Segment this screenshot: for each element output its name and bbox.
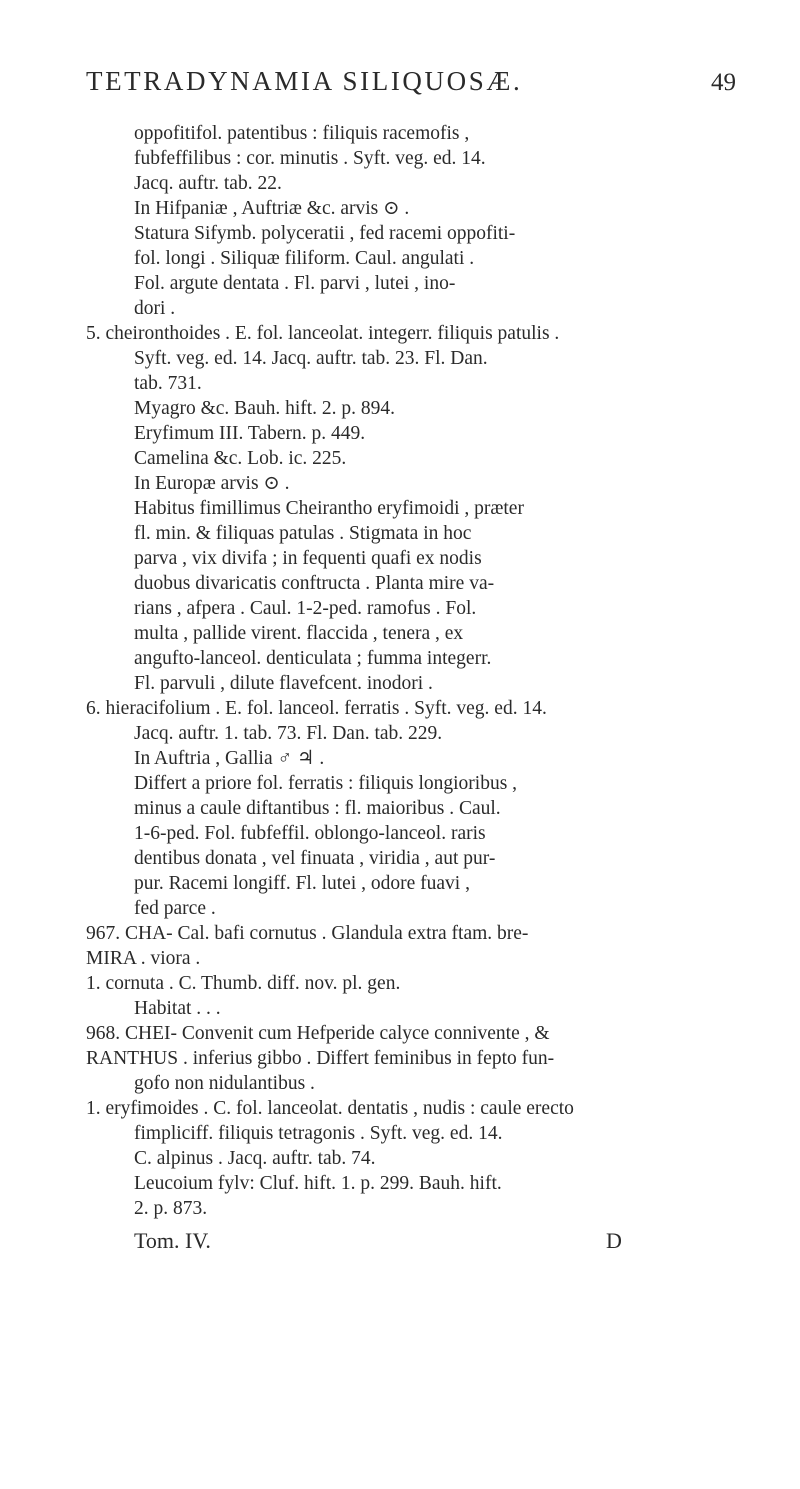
text-line: dori . xyxy=(134,298,176,319)
text-line: angufto-lanceol. denticulata ; fumma integerr. xyxy=(134,648,492,669)
text-line: tab. 731. xyxy=(134,373,202,394)
text-line: 968. CHEI- Convenit cum Hefperide calyce connivente , & xyxy=(86,1023,550,1044)
text-line: Camelina &c. Lob. ic. 225. xyxy=(134,448,347,469)
text-line: 1. eryfimoides . C. fol. lanceolat. dentatis , nudis : caule erecto xyxy=(86,1098,574,1119)
text-line: Fol. argute dentata . Fl. parvi , lutei , ino- xyxy=(134,273,456,294)
running-header xyxy=(86,66,736,102)
signature-mark: D xyxy=(606,1228,622,1253)
text-line: Syft. veg. ed. 14. Jacq. auftr. tab. 23. Fl. Dan. xyxy=(134,348,488,369)
text-line: In Hifpaniæ , Auftriæ &c. arvis ⊙ . xyxy=(134,198,410,219)
text-line: Myagro &c. Bauh. hift. 2. p. 894. xyxy=(134,398,396,419)
text-line: 967. CHA- Cal. bafi cornutus . Glandula extra ftam. bre- xyxy=(86,923,529,944)
text-line: Habitat . . . xyxy=(134,998,221,1019)
running-title: TETRADYNAMIA SILIQUOSÆ. xyxy=(86,66,523,96)
text-line: rians , afpera . Caul. 1-2-ped. ramofus . Fol. xyxy=(134,598,477,619)
text-line: 6. hieracifolium . E. fol. lanceol. ferratis . Syft. veg. ed. 14. xyxy=(86,698,547,719)
text-line: MIRA . viora . xyxy=(86,948,201,969)
text-line: fol. longi . Siliquæ filiform. Caul. angulati . xyxy=(134,248,475,269)
text-line: oppofitifol. patentibus : filiquis racemofis , xyxy=(134,123,470,144)
text-line: 2. p. 873. xyxy=(134,1198,208,1219)
text-line: Statura Sifymb. polyceratii , fed racemi oppofiti- xyxy=(134,223,516,244)
text-line: C. alpinus . Jacq. auftr. tab. 74. xyxy=(134,1148,376,1169)
text-line: gofo non nidulantibus . xyxy=(134,1073,315,1094)
text-line: dentibus donata , vel finuata , viridia , aut pur- xyxy=(134,848,496,869)
text-line: fimpliciff. filiquis tetragonis . Syft. veg. ed. 14. xyxy=(134,1123,503,1144)
volume-mark: Tom. IV. xyxy=(134,1228,211,1253)
text-line: minus a caule diftantibus : fl. maioribus . Caul. xyxy=(134,798,501,819)
text-line: In Europæ arvis ⊙ . xyxy=(134,473,290,494)
text-line: Leucoium fylv: Cluf. hift. 1. p. 299. Bauh. hift. xyxy=(134,1173,502,1194)
text-line: Differt a priore fol. ferratis : filiquis longioribus , xyxy=(134,773,518,794)
text-line: Fl. parvuli , dilute flavefcent. inodori . xyxy=(134,673,433,694)
text-line: multa , pallide virent. flaccida , tenera , ex xyxy=(134,623,464,644)
text-line: parva , vix divifa ; in fequenti quafi ex nodis xyxy=(134,548,482,569)
text-line: fubfeffilibus : cor. minutis . Syft. veg. ed. 14. xyxy=(134,148,486,169)
text-line: pur. Racemi longiff. Fl. lutei , odore fuavi , xyxy=(134,873,470,894)
page-number: 49 xyxy=(711,69,736,96)
text-line: In Auftria , Gallia ♂ ♃ . xyxy=(134,748,325,769)
text-line: 1-6-ped. Fol. fubfeffil. oblongo-lanceol. raris xyxy=(134,823,486,844)
text-line: 5. cheironthoides . E. fol. lanceolat. integerr. filiquis patulis . xyxy=(86,323,560,344)
text-line: RANTHUS . inferius gibbo . Differt feminibus in fepto fun- xyxy=(86,1048,555,1069)
text-line: Jacq. auftr. 1. tab. 73. Fl. Dan. tab. 229. xyxy=(134,723,443,744)
text-line: Habitus fimillimus Cheirantho eryfimoidi , præter xyxy=(134,498,524,519)
text-line: Jacq. auftr. tab. 22. xyxy=(134,173,282,194)
text-line: fl. min. & filiquas patulas . Stigmata in hoc xyxy=(134,523,472,544)
text-line: 1. cornuta . C. Thumb. diff. nov. pl. gen. xyxy=(86,973,401,994)
text-line: duobus divaricatis conftructa . Planta mire va- xyxy=(134,573,495,594)
text-line: Eryfimum III. Tabern. p. 449. xyxy=(134,423,366,444)
text-line: fed parce . xyxy=(134,898,216,919)
